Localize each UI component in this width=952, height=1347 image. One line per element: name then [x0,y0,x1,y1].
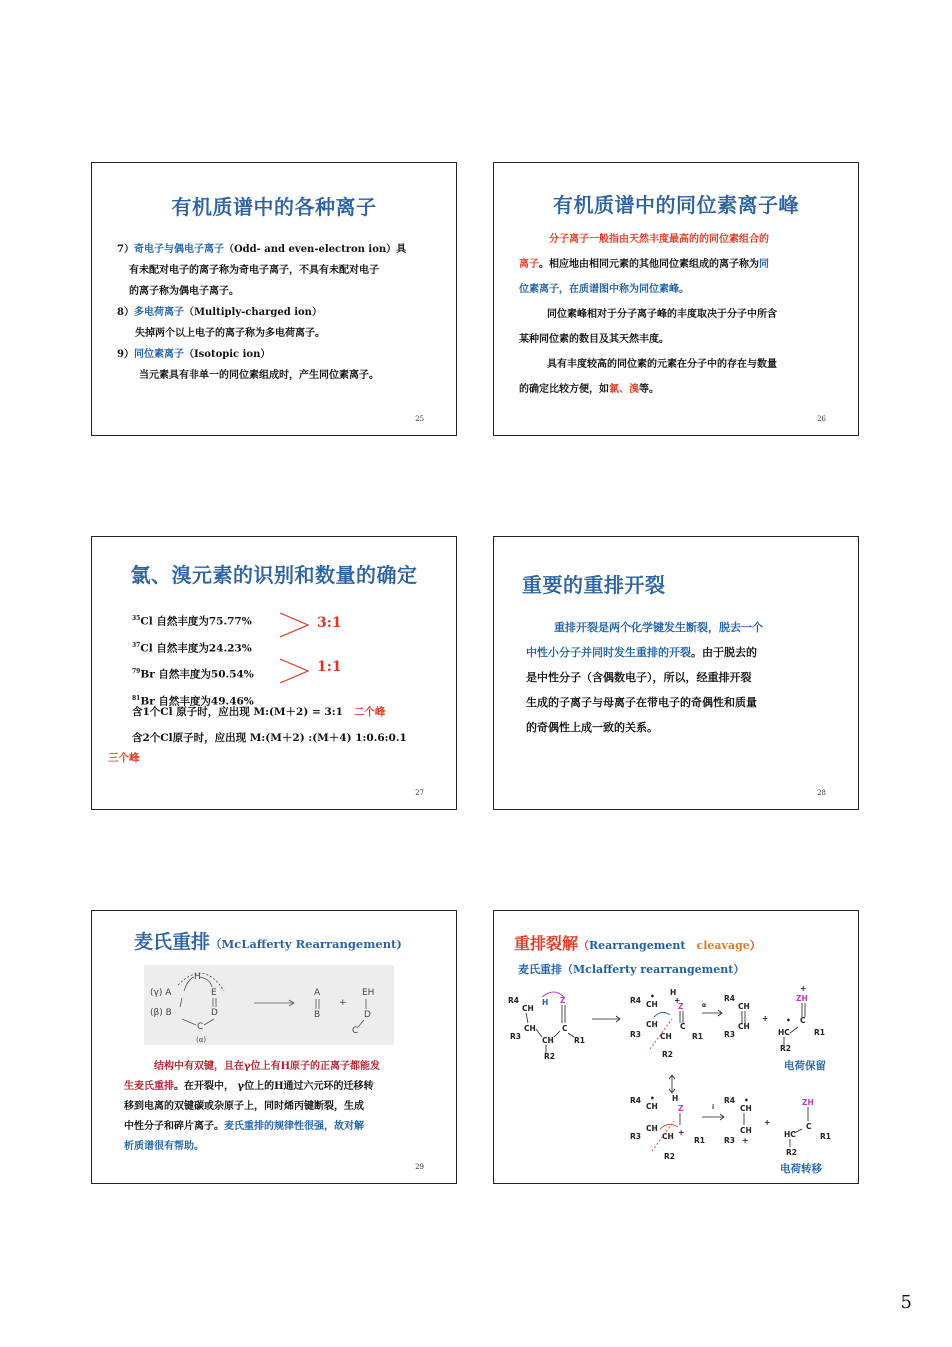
ratio-brackets [278,611,318,701]
slide-title: 重排裂解（Rearrangement cleavage） [514,934,761,953]
svg-text:CH: CH [646,1102,658,1111]
rearrangement-scheme [502,979,852,1179]
svg-text:D: D [211,1008,218,1018]
svg-text:•: • [744,1096,749,1105]
slide-title: 重要的重排开裂 [522,573,666,597]
svg-text:CH: CH [646,1020,658,1029]
svg-text:C: C [197,1022,204,1032]
svg-text:A: A [314,988,321,998]
svg-text:B: B [314,1010,321,1020]
svg-text:C: C [806,1122,812,1131]
svg-text:EH: EH [362,988,375,998]
slide-title: 麦氏重排（McLafferty Rearrangement) [134,931,402,953]
svg-text:CH: CH [662,1132,674,1141]
ratio-cl: 3:1 [317,615,342,631]
svg-text:R1: R1 [820,1132,831,1141]
slide-title: 氯、溴元素的识别和数量的确定 [130,563,418,587]
svg-text:i: i [712,1104,715,1111]
slide-25 [91,162,457,436]
svg-text:CH: CH [646,1000,658,1009]
svg-text:+: + [762,1014,769,1023]
svg-text:ZH: ZH [796,994,808,1003]
mclafferty-figure [144,965,394,1045]
svg-text:H: H [194,972,201,982]
svg-text:D: D [364,1010,371,1020]
svg-text:R3: R3 [724,1030,735,1039]
svg-text:Z: Z [678,1104,684,1113]
svg-text:•: • [650,992,655,1001]
slide-title: 有机质谱中的同位素离子峰 [553,193,799,217]
slide-30 [493,910,859,1184]
svg-text:R3: R3 [630,1030,641,1039]
svg-text:H: H [542,998,549,1007]
slide-page-number: 26 [817,415,826,423]
isotope-list: $^{35}$Cl 自然丰度为75.77% $^{37}$Cl 自然丰度为24.23% $^{79}$Br 自然丰度为50.54% $^{81}$Br 自然丰度为49.46% [132,615,254,707]
svg-text:(β) B: (β) B [150,1008,172,1018]
label-charge-retention: 电荷保留 [784,1060,826,1072]
svg-text:R3: R3 [630,1132,641,1141]
slide-page-number: 25 [415,415,424,423]
slide-page-number: 27 [415,789,424,797]
svg-text:CH: CH [646,1124,658,1133]
svg-text:HC: HC [778,1028,790,1037]
svg-text:R1: R1 [574,1036,585,1045]
peak-rules: 含1个Cl 原子时，应出现 M:(M＋2) = 3:1 二个峰 [132,706,386,718]
svg-text:R4: R4 [630,1096,641,1105]
svg-text:R4: R4 [630,996,641,1005]
slide-page-number: 28 [817,789,826,797]
svg-text:C: C [562,1024,568,1033]
term-multiply-charged: 多电荷离子 [133,307,184,318]
svg-text:HC: HC [784,1130,796,1139]
term-odd-even: 奇电子与偶电子离子 [133,244,224,255]
svg-text:CH: CH [738,1022,750,1031]
slide-29 [91,910,457,1184]
svg-text:CH: CH [522,1004,534,1013]
svg-text:R2: R2 [780,1044,791,1053]
peak-rules-2: 含2个Cl原子时，应出现 M:(M＋2) :(M＋4) 1:0.6:0.1 三个峰 [108,732,407,764]
svg-text:CH: CH [740,1104,752,1113]
svg-text:•: • [786,1016,791,1025]
slide-title: 有机质谱中的各种离子 [171,195,377,219]
svg-text:R2: R2 [786,1148,797,1157]
svg-text:Z: Z [678,1002,684,1011]
slide-26 [493,162,859,436]
svg-text:R1: R1 [814,1028,825,1037]
svg-text:R4: R4 [724,994,735,1003]
svg-text:+: + [800,984,807,993]
slide-subtitle: 麦氏重排（Mclafferty rearrangement） [518,963,745,976]
svg-text:R2: R2 [664,1152,675,1161]
svg-text:+: + [742,1136,749,1145]
ratio-br: 1:1 [317,659,342,675]
slide-page-number: 29 [415,1163,424,1171]
svg-text:H: H [672,1094,679,1103]
svg-text:+: + [764,1118,771,1127]
svg-text:+: + [678,1128,685,1137]
svg-text:C: C [800,1016,806,1025]
svg-text:CH: CH [738,1002,750,1011]
slide-28 [493,536,859,810]
svg-text:R4: R4 [508,996,519,1005]
slide-body: 7）奇电子与偶电子离子（Odd- and even-electron ion）具 有未配对电子的离子称为奇电子离子，不具有未配对电子 的离子称为偶电子离子。 8）多电荷离子（Multiply-charged ion） 失掉两个以上电子的离子称为多电荷离子。 9）同位素离子（Isotopic ion） 当元素具有非单一的同位素组成时，产生同位素离子。 [117,244,407,381]
svg-text:CH: CH [542,1036,554,1045]
slide-body: 分子离子一般指由天然丰度最高的的同位素组合的 离子。相应地由相同元素的其他同位素组成的离子称为同 位素离子，在质谱图中称为同位素峰。 同位素峰相对于分子离子峰的丰度取决于分子中所含 某种同位素的数目及其天然丰度。 具有丰度较高的同位素的元素在分子中的存在与数量 的确定比较方便，如氯、溴等。 [519,234,777,395]
slide-body: 结构中有双键，且在γ位上有H原子的正离子都能发 生麦氏重排。在开裂中， γ位上的H通过六元环的迁移转 移到电离的双键碳或杂原子上，同时烯丙键断裂，生成 中性分子和碎片离子。麦氏重排的规律性很强，故对解 析质谱很有帮助。 [124,1061,381,1152]
svg-text:Z: Z [560,996,566,1005]
svg-text:R1: R1 [692,1032,703,1041]
svg-text:C: C [680,1022,686,1031]
svg-text:(α): (α) [196,1036,207,1044]
svg-text:CH: CH [660,1032,672,1041]
svg-text:CH: CH [740,1126,752,1135]
page-number: 5 [900,1292,912,1313]
svg-text:R1: R1 [694,1136,705,1145]
svg-text:R3: R3 [510,1032,521,1041]
slide-body: 重排开裂是两个化学键发生断裂，脱去一个 中性小分子并同时发生重排的开裂。由于脱去的 是中性分子（含偶数电子），所以，经重排开裂 生成的子离子与母离子在带电子的奇偶性和质量 的奇偶性上成一致的关系。 [526,621,763,734]
svg-text:C: C [352,1026,359,1036]
svg-text:R2: R2 [662,1050,673,1059]
svg-text:R3: R3 [724,1136,735,1145]
slide-27 [91,536,457,810]
svg-text:R2: R2 [544,1052,555,1061]
svg-text:(γ) A: (γ) A [150,988,172,998]
svg-text:+: + [674,996,681,1005]
svg-text:R4: R4 [724,1096,735,1105]
svg-text:H: H [670,988,677,997]
svg-text:CH: CH [524,1024,536,1033]
svg-text:•: • [650,1094,655,1103]
svg-text:ZH: ZH [802,1098,814,1107]
svg-text:α: α [702,1002,707,1009]
term-isotopic: 同位素离子 [133,349,184,360]
label-charge-transfer: 电荷转移 [780,1163,822,1175]
svg-text:+: + [339,998,347,1008]
svg-text:E: E [211,988,217,998]
